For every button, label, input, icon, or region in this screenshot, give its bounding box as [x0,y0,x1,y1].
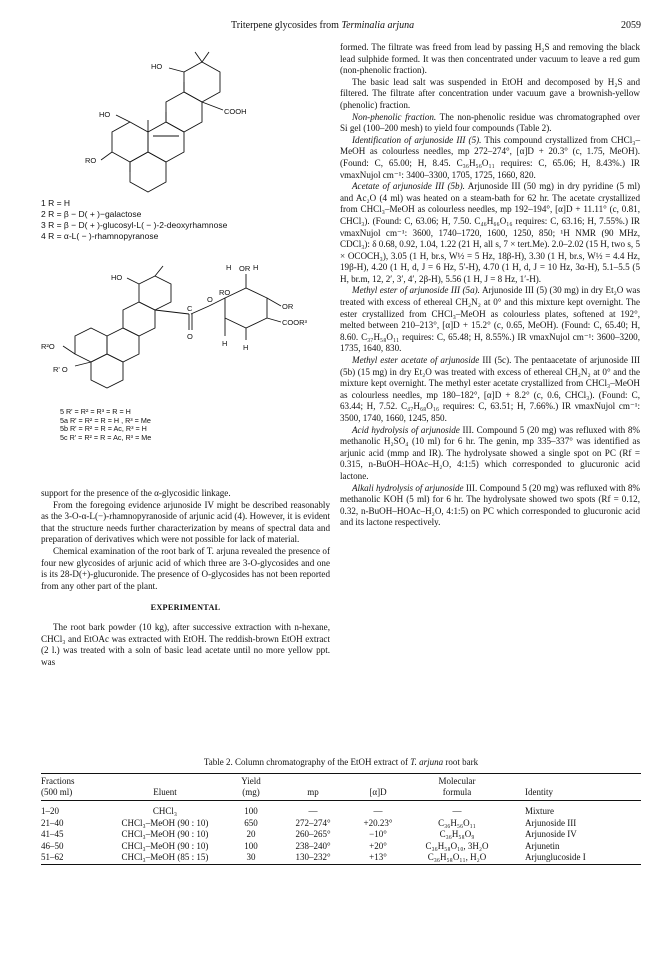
body-paragraph: Chemical examination of the root bark of T. arjuna revealed the presence of four new glycosides of arjunic acid of which three are 3-O-glycosides and one is its 28-D(+)-glucuronide. The presence of O-glycosides has not been reported from any other part of the plant. [41,545,330,591]
cell-yield: 650 [244,817,258,828]
atom-label-h3: H [222,339,228,348]
body-paragraph: Methyl ester acetate of arjunoside III (5c). The pentaacetate of arjunoside III (5b) (15 mg) in dry Et₂O was treated with excess of ethereal CH₂N₂ at 0° and the mixture kept overnight. The methyl ester acetate crystallized from CHCl₃–MeOH as colourless needles, mp 180–182°, [α]D + 8.2° (c, 0.6, CHCl₃). (Found: C, 63.44; H, 7.52. C₄₇H₆₈O₁₆ requires: C, 63.51; H, 7.66%.) IR νmaxNujol cm⁻¹: 3500, 1740, 1660, 1245, 850. [340,355,641,423]
legend-entry: 5b R' = R² = R = Ac, R³ = H [60,424,147,433]
body-paragraph: formed. The filtrate was freed from lead by passing H₂S and removing the black lead sulphide formed. It was then concentrated under vacuum to leave a red gum (non-phenolic fraction). [340,42,640,76]
chromatography-table [41,773,641,865]
structure-figure-1 [41,48,330,198]
cell-eluent: CHCl₃–MeOH (85 : 15) [121,852,209,863]
table-row [41,841,641,853]
cell-alpha: +20.23° [363,817,393,828]
body-paragraph: Acid hydrolysis of arjunoside III. Compound 5 (20 mg) was refluxed with 8% methanolic H₂SO₄ (10 ml) for 6 hr. The genin, mp 335–337° was identified as arjunic acid (mmp and IR). The hydrolysate showed a single spot on PC (Rf = 0.315, n-BuOH–HOAc–H₂O, 4:1:5) which corresponded to glucuronic acid lactone. [340,424,640,481]
cell-fractions: 41–45 [41,829,64,840]
atom-label-or-right: OR [282,302,294,311]
cell-identity: Arjunetin [525,840,560,851]
atom-label-h4: H [243,343,249,352]
atom-label-ho-left: HO [99,110,111,119]
body-paragraph: The root bark powder (10 kg), after successive extraction with n-hexane, CHCl₃ and EtOAc was extracted with EtOH. The reddish-brown EtOH extract (2 l.) was treated with a soln of basic lead acetate until no more yellow ppt. was [41,621,330,667]
table-row [41,852,641,864]
cell-formula: C₃₆H₅₆O₁₁ [438,817,476,828]
cell-formula: — [452,806,462,816]
cell-mp: 272–274° [295,817,331,828]
legend-entry: 3 R = β − D( + )-glucosyl-L( − )-2-deoxyrhamnose [41,220,228,230]
column-header-eluent: Eluent [153,787,177,797]
column-header-formula: Molecular formula [438,776,476,797]
paragraph-run-in-heading: Alkali hydrolysis of arjunoside [352,482,464,493]
cell-eluent: CHCl₃–MeOH (90 : 10) [121,817,209,828]
atom-label-o-link: O [207,295,213,304]
legend-entry: 1 R = H [41,198,71,208]
paragraph-run-in-heading: Acid hydrolysis of arjunoside [352,424,460,435]
legend-entry: 4 R = α-L( − )-rhamnopyranose [41,231,159,241]
structure-legend-1 [41,198,330,242]
atom-label-r1o: R' O [53,365,68,374]
table-row [41,818,641,830]
column-header-fractions: Fractions (500 ml) [41,776,75,797]
running-header [41,20,641,34]
cell-mp: 260–265° [295,829,331,840]
body-paragraph: The basic lead salt was suspended in EtOH and decomposed by H₂S and filtered. The filtrate after concentration under vacuum gave a brownish-yellow (phenolic) fraction. [340,76,640,110]
column-header-alpha: [α]D [369,787,387,797]
structure-figure-2 [41,262,330,402]
legend-entry: 2 R = β − D( + )−galactose [41,209,142,219]
cell-fractions: 21–40 [41,817,64,828]
legend-entry: 5a R' = R² = R = H , R³ = Me [60,415,151,425]
cell-alpha: +20° [369,840,387,851]
cell-fractions: 51–62 [41,852,64,863]
cell-alpha: +13° [369,852,387,863]
atom-label-coor3: COOR³ [282,318,307,327]
paragraph-run-in-heading: Methyl ester of arjunoside III (5a). [352,285,480,296]
cell-eluent: CHCl₃ [152,806,178,816]
cell-fractions: 46–50 [41,840,64,851]
running-title: Triterpene glycosides from Terminalia arjuna [231,20,415,31]
left-column-text [41,488,330,668]
cell-eluent: CHCl₃–MeOH (90 : 10) [121,840,209,851]
body-paragraph: Methyl ester of arjunoside III (5a). Arjunoside III (5) (30 mg) in dry Et₂O was treated with excess of ethereal CH₂N₂ at 0° and this mixture kept overnight. The ester crystallized from CHCl₃–MeOH as colourless plates, softened at 192°, melted between 210–213°, [α]D + 15.2° (c, 0.65, MeOH). (Found: C, 65.40; H, 8.60. C₃₇H₅₈O₁₁ requires: C, 65.48; H, 8.55%.) IR νmaxNujol cm⁻¹: 3600–3200, 1735, 1640, 830. [340,285,640,354]
column-header-identity: Identity [525,787,553,797]
atom-label-ho-top: HO [151,62,163,71]
cell-formula: C₃₆H₅₈O₁₀, 3H₂O [425,840,489,851]
body-paragraph: Alkali hydrolysis of arjunoside III. Compound 5 (20 mg) was refluxed with 8% methanolic KOH (5 ml) for 6 hr. The hydrolysate showed two spots (Rf = 0.12, 0.32, n-BuOH–HOAc–H₂O, 4:1:5) on PC which corresponded to glucuronic acid and its lactone respectively. [340,482,640,528]
cell-identity: Arjunoside IV [525,829,577,840]
paragraph-run-in-heading: Acetate of arjunoside III (5b). [352,181,465,192]
paragraph-run-in-heading: Identification of arjunoside III (5). [352,134,482,145]
atom-label-o-carbonyl: O [187,332,193,341]
paragraph-run-in-heading: Methyl ester acetate of arjunoside [352,355,480,366]
body-paragraph: Identification of arjunoside III (5). This compound crystallized from CHCl₃–MeOH as colourless needles, mp 272–274°, [α]D + 20.3° (c, 1.75, MeOH). (Found: C, 65.00; H, 8.45. C₃₆H₅₆O₁₁ requires: C, 65.06; H, 8.43%.) IR νmaxNujol cm⁻¹: 3400–3300, 1705, 1725, 1660, 820. [340,134,640,180]
table-header-row [41,774,641,801]
cell-yield: 20 [246,829,256,840]
paragraph-run-in-heading: Non-phenolic fraction. [352,111,437,122]
cell-eluent: CHCl₃–MeOH (90 : 10) [121,829,209,840]
cell-formula: C₃₆H₅₈O₉ [439,829,475,840]
body-paragraph: Non-phenolic fraction. The non-phenolic residue was chromatographed over Si gel (100–200 mesh) to yield four compounds (Table 2). [340,111,640,134]
right-column-text [340,42,640,529]
cell-identity: Arjunoside III [525,817,577,828]
atom-label-h1: H [226,263,232,272]
atom-label-c-link: C [187,304,193,313]
atom-label-or-top: OR [239,264,251,273]
cell-yield: 30 [246,852,256,863]
cell-identity: Arjunglucoside I [525,852,586,863]
legend-entry: 5c R' = R² = R = Ac, R³ = Me [60,432,152,442]
cell-yield: 100 [244,806,258,816]
atom-label-ho-top: HO [111,273,123,282]
structure-diagram-2 [41,262,330,402]
table-row [41,829,641,841]
atom-label-r2o: R²O [41,342,55,351]
cell-identity: Mixture [525,806,554,816]
column-header-mp: mp [307,787,319,797]
table-row [41,801,641,818]
cell-alpha: — [373,806,383,816]
experimental-heading: EXPERIMENTAL [150,603,221,613]
cell-alpha: −10° [369,829,387,840]
atom-label-h2: H [253,263,259,272]
table-caption: Table 2. Column chromatography of the EtOH extract of T. arjuna root bark [203,757,479,767]
atom-label-cooh: COOH [224,107,247,116]
cell-fractions: 1–20 [41,806,59,816]
cell-mp: 238–240° [295,840,331,851]
cell-mp: 130–232° [295,852,331,863]
structure-legend-2 [60,408,280,442]
structure-diagram-1 [41,48,330,198]
cell-mp: — [308,806,318,816]
page-number: 2059 [621,20,641,31]
column-header-yield: Yield (mg) [241,776,261,797]
body-paragraph: Acetate of arjunoside III (5b). Arjunoside III (50 mg) in dry pyridine (5 ml) and Ac₂O (4 ml) was heated on a steam-bath for 62 hr. The acetate crystallized from CHCl₃–MeOH as colourless needles, mp 192–194°, [α]D + 11.11° (c, 0.81, CHCl₃). (Found: C, 63.06; H, 7.50. C₄₆H₆₆O₁₆ requires: C, 63.16; H, 7.55%.) IR νmaxNujol cm⁻¹: 3600, 1740–1720, 1600, 1250, 850; ¹H NMR (90 MHz, CDCl₃): δ 0.68, 0.92, 1.04, 1.22 (21 H, all s, 7 × tert.Me). 2.0–2.02 (15 H, two s, 5 × OCOCH₃), 3.05 (1 H, br.s, W½ = 5 Hz, 18β-H), 3.30 (1 H, br.s, W½ = 4.4 Hz, 19β-H), 4.20 (1 H, d, J = 6 Hz, 5′-H), 4.70 (1 H, d, J = 10 Hz, 3α-H), 5.1–5.5 (5 H, br.m, 12, 2′, 3′, 4′, 2β-H), 5.56 (1 H, J = 8 Hz, 1′-H). [340,181,641,284]
legend-entry: 5 R' = R² = R³ = R = H [60,407,131,416]
atom-label-ro: RO [85,156,97,165]
body-paragraph: From the foregoing evidence arjunoside IV might be described reasonably as the 3-O-α-L(−)-rhamnopyranoside of arjunic acid (4). However, it is evident that the structure needs further characterization by means of spectral data and preparation of derivatives which were not possible for lack of material. [41,499,330,545]
body-paragraph: support for the presence of the α-glycosidic linkage. [41,488,231,498]
atom-label-ro-ring: RO [219,288,231,297]
cell-yield: 100 [244,840,258,851]
cell-formula: C₃₆H₅₈O₁₁, H₂O [427,852,487,863]
